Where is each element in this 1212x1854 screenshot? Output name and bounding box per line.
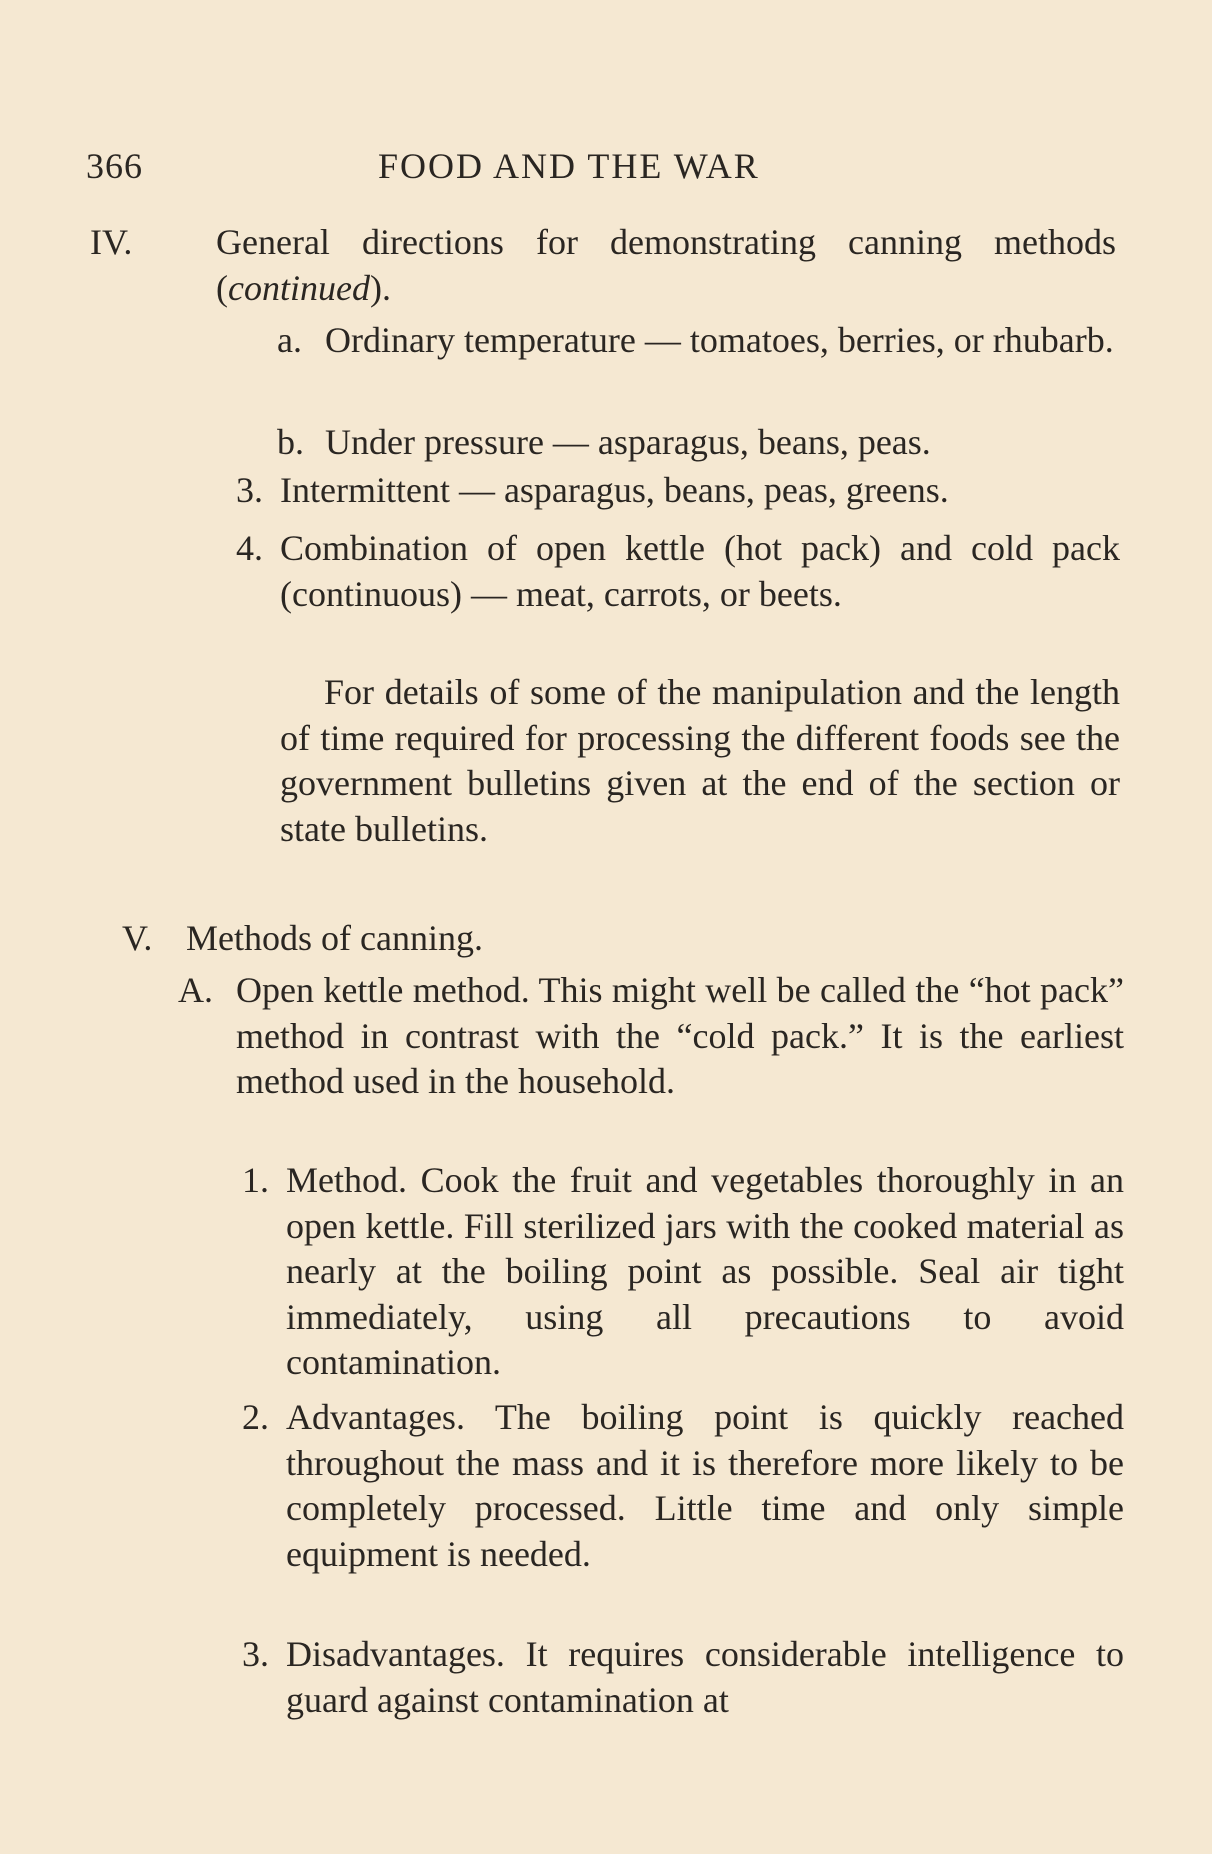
outline-text: Method. Cook the fruit and vegetables thoroughly in an open kettle. Fill sterilized jars with the cooked material as nearly at the boiling point as possible. Seal air tight immediately, using all precautions to avoid contamination. [286,1160,1124,1382]
outline-text: General directions for demonstrating canning methods (continued). [216,222,1116,308]
outline-item-iv [90,220,1116,311]
outline-item-v-a-2 [242,1395,1124,1577]
outline-marker: 1. [242,1160,269,1200]
outline-marker: 3. [236,470,263,510]
outline-text: Methods of canning. [186,918,483,958]
outline-item-iv-b [277,420,1120,466]
outline-item-iv-3 [236,468,1120,514]
outline-item-iv-a [277,318,1120,364]
outline-text: Intermittent — asparagus, beans, peas, greens. [280,470,949,510]
outline-marker: A. [178,970,213,1010]
page-number: 366 [86,146,143,186]
outline-marker: 3. [242,1634,269,1674]
outline-marker: V. [122,918,153,958]
outline-item-v-a-3 [242,1632,1124,1723]
outline-item-iv-4 [236,526,1120,617]
outline-marker: IV. [90,222,133,262]
outline-text: Combination of open kettle (hot pack) and cold pack (continuous) — meat, carrots, or beets. [280,528,1120,614]
outline-marker: 2. [242,1397,269,1437]
outline-text: Ordinary temperature — tomatoes, berries, or rhubarb. [325,320,1114,360]
outline-item-v [122,916,1116,962]
outline-text: Open kettle method. This might well be called the “hot pack” method in contrast with the “cold pack.” It is the earliest method used in the household. [236,970,1124,1101]
outline-text: Under pressure — asparagus, beans, peas. [325,422,931,462]
outline-item-v-a-1 [242,1158,1124,1386]
outline-item-v-a [178,968,1124,1105]
details-paragraph: For details of some of the manipulation and the length of time required for processing the different foods see the government bulletins given at the end of the section or state bulletins. [280,672,1120,849]
outline-marker: b. [277,422,304,462]
italic-word: continued [228,267,370,308]
outline-marker: a. [277,320,302,360]
running-title: FOOD AND THE WAR [378,146,760,186]
outline-text: Disadvantages. It requires considerable intelligence to guard against contamination at [286,1634,1124,1720]
outline-text: Advantages. The boiling point is quickly reached throughout the mass and it is therefore more likely to be completely processed. Little time and only simple equipment is needed. [286,1397,1124,1574]
outline-marker: 4. [236,528,263,568]
